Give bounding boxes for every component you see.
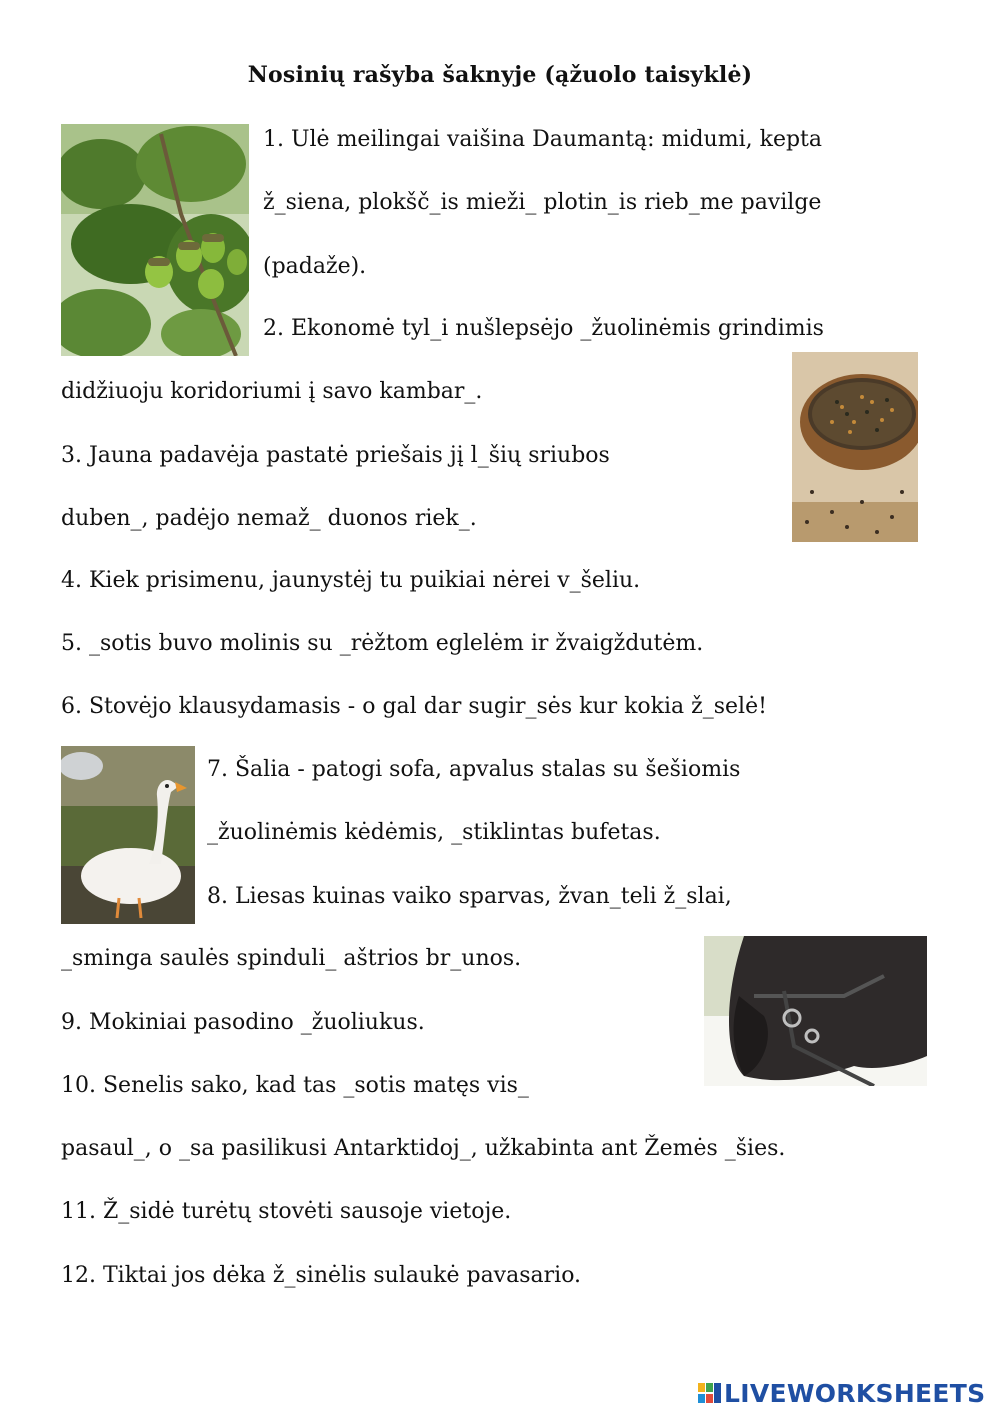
exercise-line-4: 2. Ekonomė tyl_i nušlepsėjo _žuolinėmis grindimis [263,316,824,341]
exercise-line-10: 6. Stovėjo klausydamasis - o gal dar sugir_sės kur kokia ž_selė! [61,694,767,719]
exercise-line-15: 9. Mokiniai pasodino _žuoliukus. [61,1010,425,1035]
exercise-line-19: 12. Tiktai jos dėka ž_sinėlis sulaukė pavasario. [61,1263,582,1288]
exercise-line-9: 5. _sotis buvo molinis su _rėžtom eglelėm ir žvaigždutėm. [61,631,704,656]
horse-bridle-image [704,936,927,1086]
liveworksheets-brand [698,1378,985,1408]
exercise-line-2: ž_siena, plokšč_is mieži_ plotin_is rieb_me pavilge [263,190,822,215]
exercise-line-6: 3. Jauna padavėja pastatė priešais jį l_šių sriubos [61,443,610,468]
exercise-line-14: _sminga saulės spinduli_ aštrios br_unos. [61,946,522,971]
goose-image [61,746,195,924]
exercise-line-12: _žuolinėmis kėdėmis, _stiklintas bufetas. [207,820,661,845]
exercise-line-11: 7. Šalia - patogi sofa, apvalus stalas su šešiomis [207,757,741,782]
page-title: Nosinių rašyba šaknyje (ąžuolo taisyklė) [247,62,753,88]
exercise-line-3: (padaže). [263,254,367,279]
liveworksheets-logo-icon [698,1381,722,1405]
exercise-line-13: 8. Liesas kuinas vaiko sparvas, žvan_teli ž_slai, [207,884,732,909]
exercise-line-7: duben_, padėjo nemaž_ duonos riek_. [61,506,477,531]
exercise-line-18: 11. Ž_sidė turėtų stovėti sausoje vietoje. [61,1199,512,1224]
exercise-line-17: pasaul_, o _sa pasilikusi Antarktidoj_, užkabinta ant Žemės _šies. [61,1136,786,1161]
exercise-line-16: 10. Senelis sako, kad tas _sotis matęs vis_ [61,1073,529,1098]
oak-acorns-image [61,124,249,356]
exercise-line-1: 1. Ulė meilingai vaišina Daumantą: midumi, kepta [263,127,823,152]
exercise-line-8: 4. Kiek prisimenu, jaunystėj tu puikiai nėrei v_šeliu. [61,568,641,593]
liveworksheets-brand-text: LIVEWORKSHEETS [724,1378,986,1408]
exercise-line-5: didžiuoju koridoriumi į savo kambar_. [61,379,483,404]
lentils-bowl-image [792,352,918,542]
